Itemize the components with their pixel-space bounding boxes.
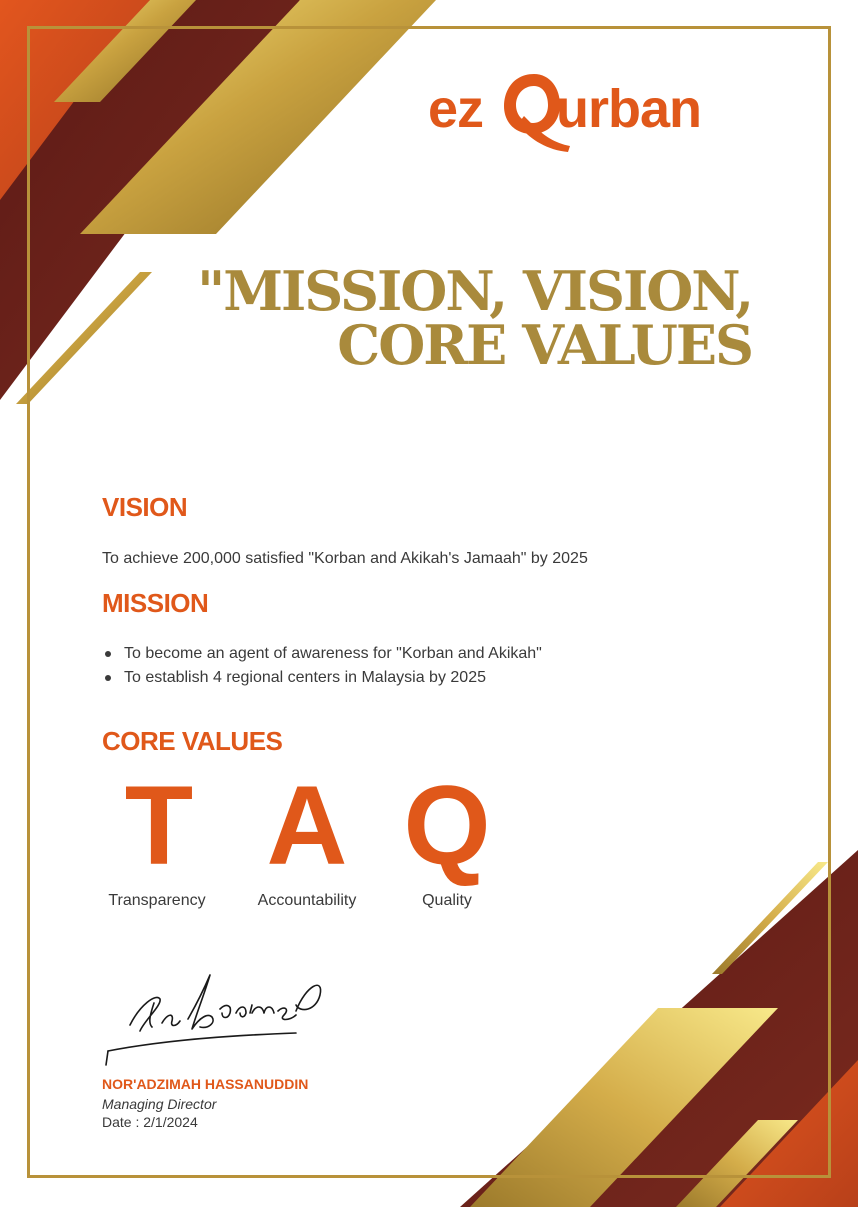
signature-date: Date : 2/1/2024 — [102, 1114, 198, 1130]
signatory-title: Managing Director — [102, 1096, 217, 1112]
core-values-heading: CORE VALUES — [102, 726, 283, 756]
mission-heading: MISSION — [102, 588, 209, 618]
core-value-label-quality: Quality — [422, 892, 472, 909]
signatory-name: NOR'ADZIMAH HASSANUDDIN — [102, 1076, 309, 1092]
title-line-1: "MISSION, VISION, — [197, 259, 752, 323]
page-title — [197, 259, 752, 377]
core-value-letter-t: T — [124, 763, 194, 888]
mission-item: To become an agent of awareness for "Korban and Akikah" — [102, 642, 542, 666]
core-value-label-transparency: Transparency — [108, 892, 206, 909]
mission-item: To establish 4 regional centers in Malaysia by 2025 — [102, 666, 542, 690]
logo-text-urban: urban — [556, 79, 702, 139]
core-value-label-accountability: Accountability — [257, 892, 357, 909]
core-value-letter-a: A — [266, 763, 348, 888]
mission-list — [102, 642, 542, 690]
ezqurban-logo — [428, 68, 768, 158]
handwritten-signature — [100, 965, 340, 1075]
vision-heading: VISION — [102, 492, 188, 522]
title-line-2: CORE VALUES — [337, 313, 752, 377]
logo-text-ez: ez — [428, 79, 484, 139]
vision-text: To achieve 200,000 satisfied "Korban and Akikah's Jamaah" by 2025 — [102, 550, 588, 567]
core-value-letter-q: Q — [403, 763, 491, 888]
